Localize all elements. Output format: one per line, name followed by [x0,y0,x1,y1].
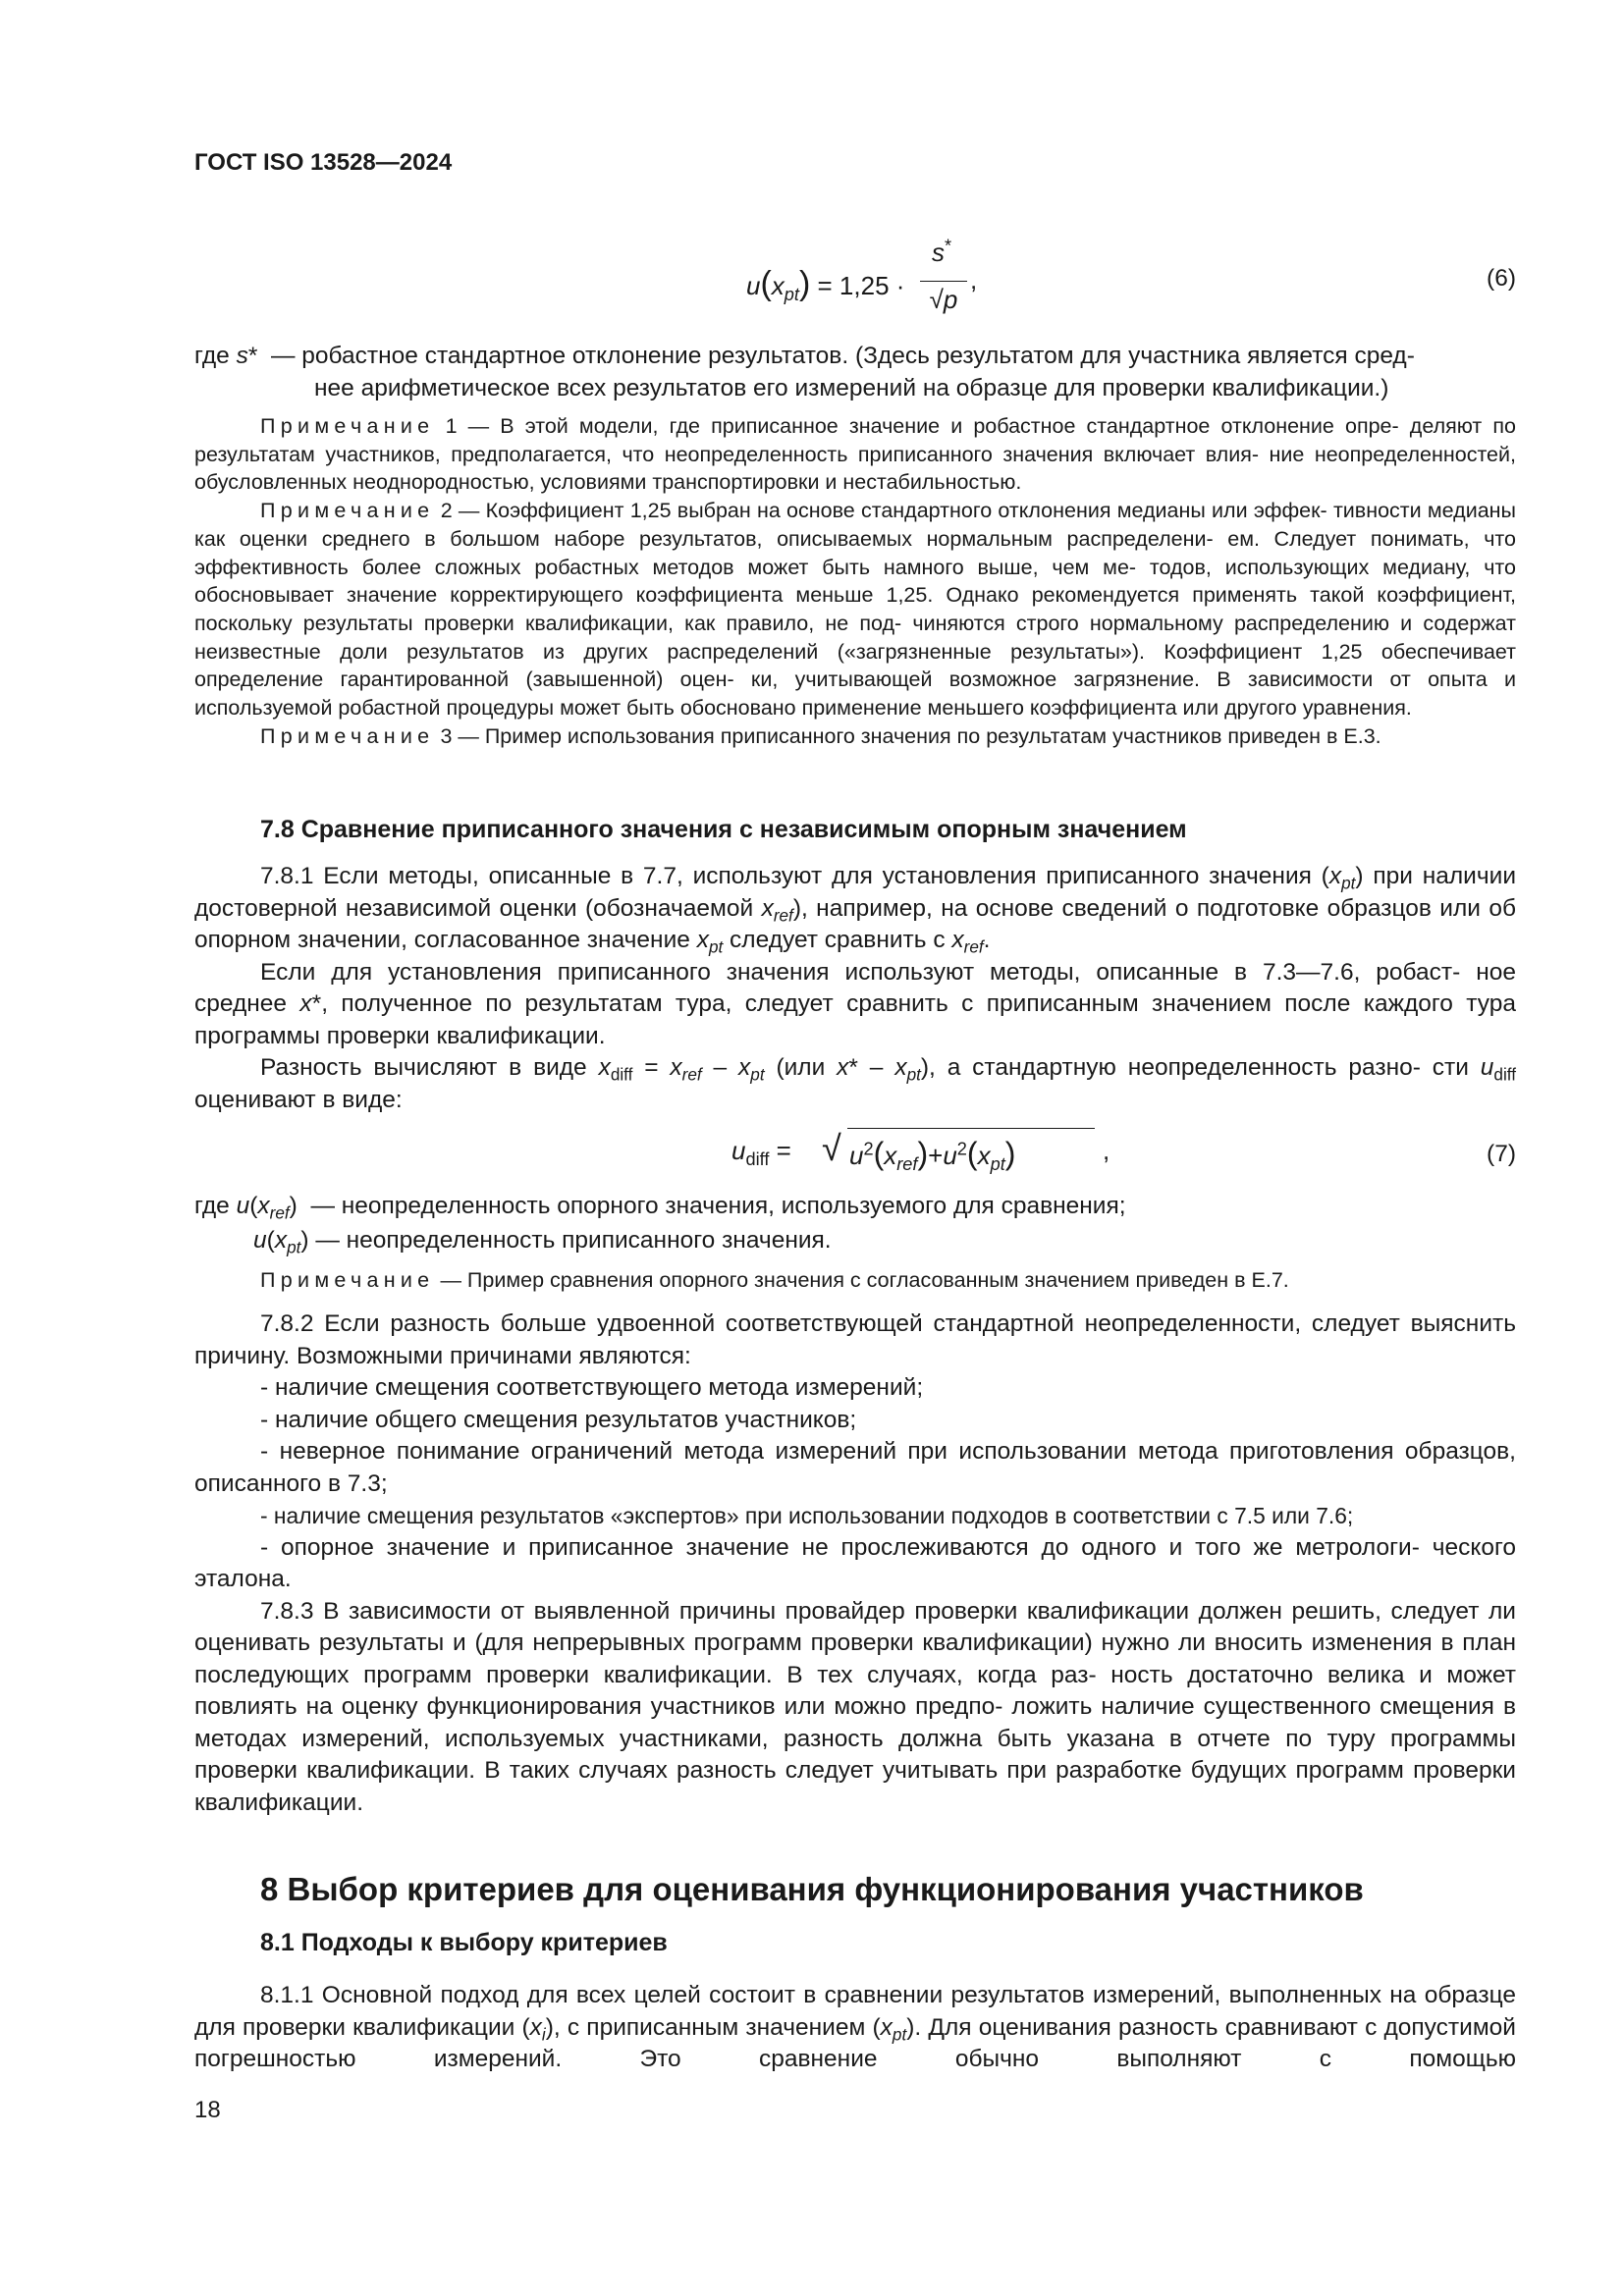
paragraph-7-8-1c: Разность вычисляют в виде $x_{diff} = x_{ref} - x_{pt}$ (или $x* - x_{pt}$), а стандартную неопределенность разно- сти $u_{diff}$ оценивают в виде: [194,1054,1516,1113]
note-2: Примечание 2 — Коэффициент 1,25 выбран на основе стандартного отклонения медианы или эффек- тивности медианы как оценки среднего в большом наборе результатов, описываемых нормальным распределени- ем. Следует понимать, что эффективность более сложных робастных методов может быть намного выше, чем ме- тодов, использующих медиану, что обосновывает значение корректирующего коэффициента меньше 1,25. Однако рекомендуется применять такой коэффициент, поскольку результаты проверки квалификации, как правило, не под- чиняются строго нормальному распределению и содержат неизвестные доли результатов из других распределений («загрязненные результаты»). Коэффициент 1,25 обеспечивает определение гарантированной (завышенной) оцен- ки, учитывающей возможное загрязнение. В зависимости от опыта и используемой робастной процедуры может быть обосновано применение меньшего коэффициента или другого уравнения. [194,499,1517,721]
section-7-8-2-body [194,1308,1516,1819]
list-item: - наличие смещения результатов «экспертов» при использовании подходов в соответствии с 7.5 или 7.6; [260,1503,1354,1528]
note-7-8: Примечание — Пример сравнения опорного значения с согласованным значением приведен в Е.7. [260,1268,1289,1292]
note-3: Примечание 3 — Пример использования приписанного значения по результатам участников приведен в Е.3. [260,723,1381,748]
note-1: Примечание 1 — В этой модели, где приписанное значение и робастное стандартное отклонение опре- деляют по результатам участников, предполагается, что неопределенность приписанного значения включает влия- ние неопределенностей, обусловленных неоднородностью, условиями транспортировки и нестабильностью. [194,414,1516,495]
paragraph-8-1-1: 8.1.1 Основной подход для всех целей состоит в сравнении результатов измерений, выполненных на образце для проверки квалификации $(x_i)$, с приписанным значением $(x_{pt})$. Для оценивания разность сравнивают с допустимой погрешностью измерений. Это сравнение обычно выполняют с помощью [194,1982,1516,2072]
section-8-1-heading: 8.1 Подходы к выбору критериев [260,1929,668,1956]
where-clause-1: где s* — робастное стандартное отклонение результатов. (Здесь результатом для участника является сред- нее арифметическое всех результатов его измерений на образце для проверки квалификации.) [194,343,1415,401]
section-7-8-heading: 7.8 Сравнение приписанного значения с независимым опорным значением [260,816,1187,843]
list-item: - опорное значение и приписанное значение не прослеживаются до одного и того же метрологи- ческого эталона. [194,1533,1516,1592]
page-number: 18 [194,2097,221,2123]
equation-number-6: (6) [1487,265,1516,292]
equation-7: $u_{diff}$ = √ $u^2(x_{ref})+u^2(x_{pt})$ , [731,1128,1110,1174]
paragraph-7-8-2: 7.8.2 Если разность больше удвоенной соответствующей стандартной неопределенности, следует выяснить причину. Возможными причинами являются: [194,1310,1516,1369]
section-7-8-body [194,861,1516,1116]
document-header: ГОСТ ISO 13528—2024 [194,149,453,176]
section-8-heading: 8 Выбор критериев для оценивания функционирования участников [260,1871,1364,1907]
list-item: - наличие смещения соответствующего метода измерений; [260,1374,924,1401]
where-clause-2b: $u(x_{pt})$ — неопределенность приписанного значения. [253,1227,832,1257]
paragraph-7-8-3: 7.8.3 В зависимости от выявленной причины провайдер проверки квалификации должен решить, следует ли оценивать результаты и (для непрерывных программ проверки квалификации) нужно ли вносить изменения в план последующих программ проверки квалификации. В тех случаях, когда раз- ность достаточно велика и может повлиять на оценку функционирования участников или можно предпо- ложить наличие существенного смещения в методах измерений, используемых участниками, разность должна быть указана в отчете по туру программы проверки квалификации. В таких случаях разность следует учитывать при разработке будущих программ проверки квалификации. [194,1597,1516,1816]
equation-number-7: (7) [1487,1141,1516,1167]
notes-block [194,412,1516,750]
equation-6: $u(x_{pt}) = 1,25$ · s* √p , [746,236,978,314]
section-8-1-body [194,1980,1516,2076]
where-clause-2a: где $u(x_{ref})$ — неопределенность опорного значения, используемого для сравнения; [194,1193,1126,1223]
list-item: - неверное понимание ограничений метода измерений при использовании метода приготовления образцов, описанного в 7.3; [194,1438,1516,1497]
paragraph-7-8-1b: Если для установления приписанного значения используют методы, описанные в 7.3—7.6, робаст- ное среднее x*, полученное по результатам тура, следует сравнить с приписанным значением после каждого тура программы проверки квалификации. [194,958,1516,1049]
list-item: - наличие общего смещения результатов участников; [260,1406,857,1433]
paragraph-7-8-1: 7.8.1 Если методы, описанные в 7.7, используют для установления приписанного значения $(x_{pt})$ при наличии достоверной независимой оценки (обозначаемой $x_{ref}$), например, на основе сведений о подготовке образцов или об опорном значении, согласованное значение $x_{pt}$ следует сравнить с $x_{ref}$. [194,863,1517,957]
